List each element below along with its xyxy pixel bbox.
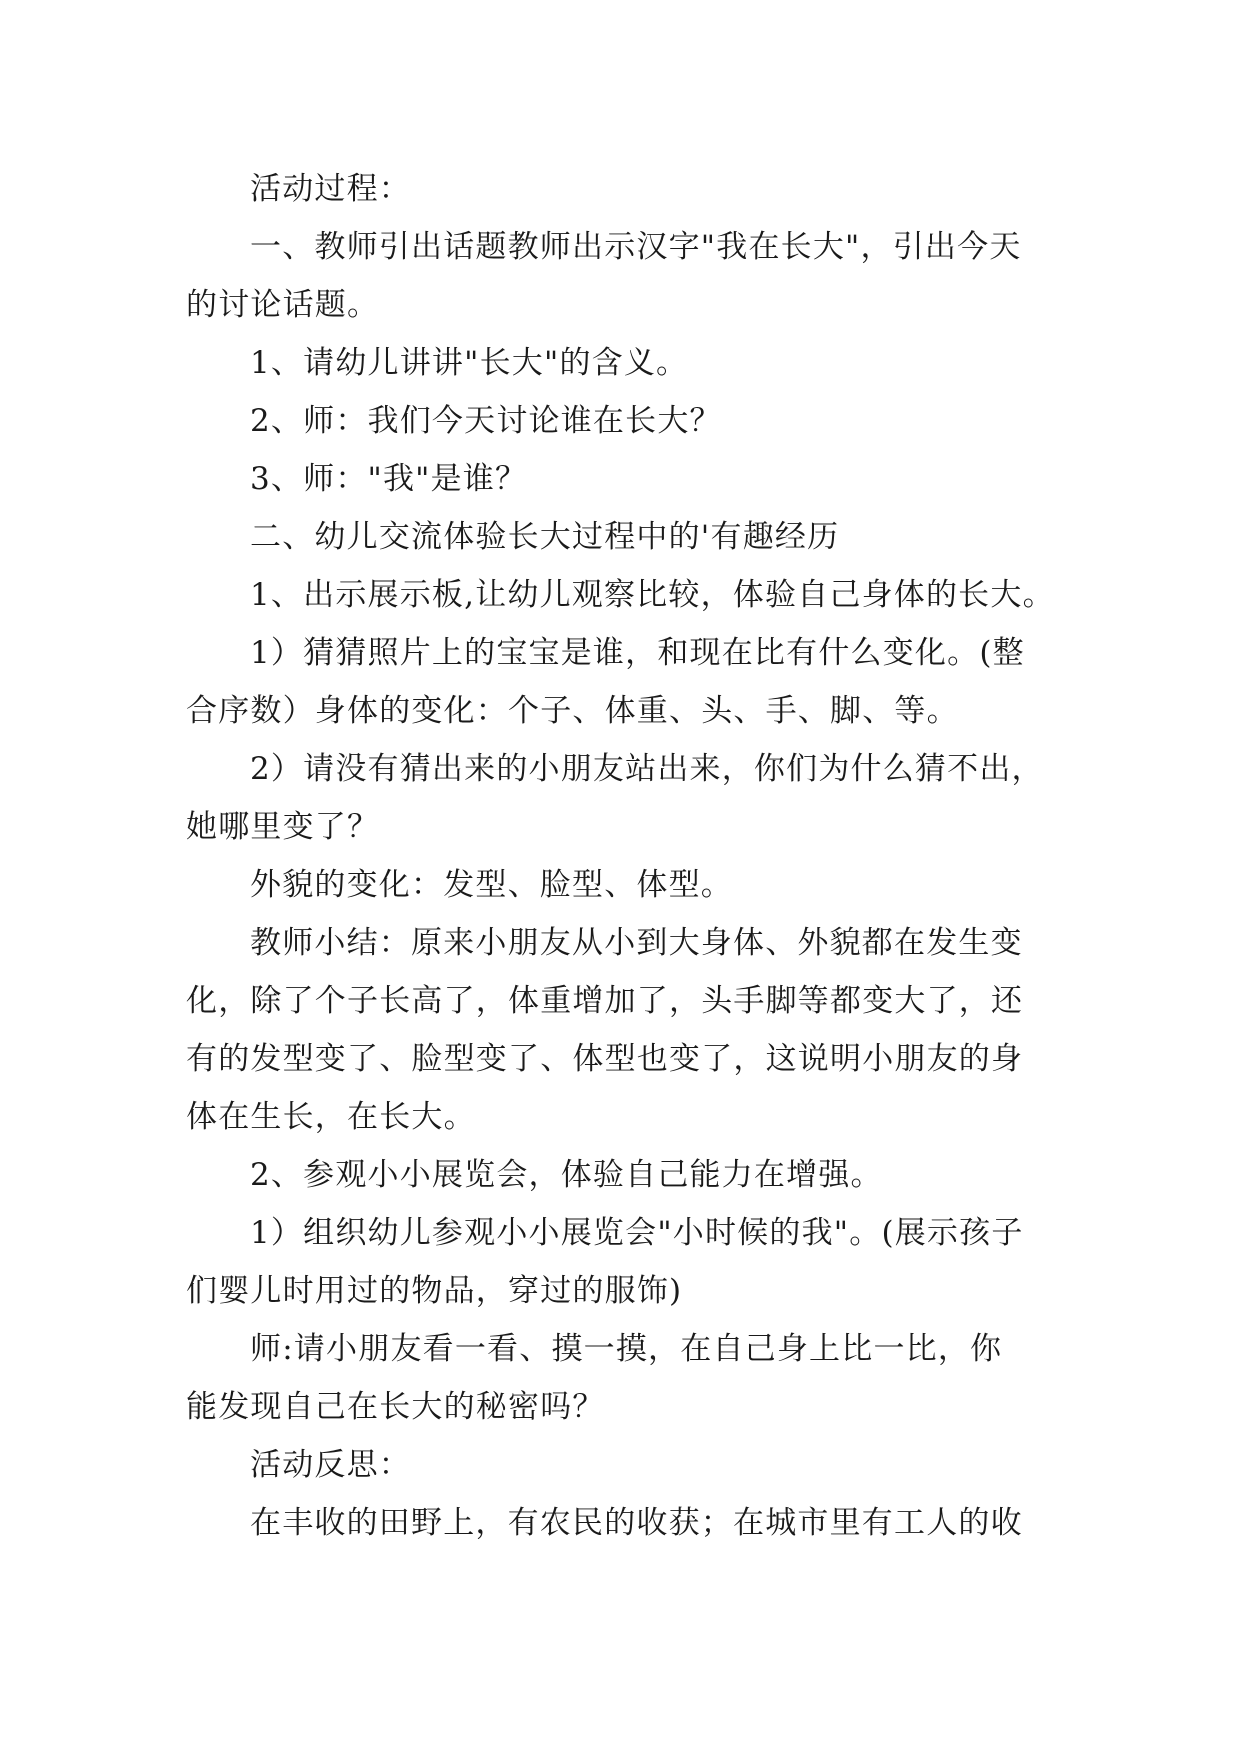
text-line: 1）组织幼儿参观小小展览会"小时候的我"。(展示孩子 <box>250 1215 1024 1251</box>
text-line: 2）请没有猜出来的小朋友站出来，你们为什么猜不出， <box>250 751 1044 787</box>
text-line: 2、参观小小展览会，体验自己能力在增强。 <box>250 1157 883 1193</box>
text-line: 3、师："我"是谁？ <box>250 461 528 497</box>
text-line: 活动过程： <box>250 171 411 207</box>
text-line: 有的发型变了、脸型变了、体型也变了，这说明小朋友的身 <box>186 1041 1024 1077</box>
text-line: 1、请幼儿讲讲"长大"的含义。 <box>250 345 689 381</box>
text-line: 合序数）身体的变化：个子、体重、头、手、脚、等。 <box>186 693 959 729</box>
text-line: 2、师：我们今天讨论谁在长大？ <box>250 403 722 439</box>
text-line: 能发现自己在长大的秘密吗？ <box>186 1389 605 1425</box>
text-line: 师:请小朋友看一看、摸一摸，在自己身上比一比，你 <box>250 1331 1003 1367</box>
text-line: 一、教师引出话题教师出示汉字"我在长大"，引出今天 <box>250 229 1022 265</box>
text-line: 体在生长，在长大。 <box>186 1099 476 1135</box>
text-line: 她哪里变了？ <box>186 809 380 845</box>
text-line: 化，除了个子长高了，体重增加了，头手脚等都变大了，还 <box>186 983 1024 1019</box>
text-line: 1）猜猜照片上的宝宝是谁，和现在比有什么变化。(整 <box>250 635 1025 671</box>
text-line: 们婴儿时用过的物品，穿过的服饰) <box>186 1273 683 1309</box>
text-line: 在丰收的田野上，有农民的收获；在城市里有工人的收 <box>250 1505 1023 1541</box>
text-line: 二、幼儿交流体验长大过程中的'有趣经历 <box>250 519 840 555</box>
text-line: 活动反思： <box>250 1447 411 1483</box>
text-line: 外貌的变化：发型、脸型、体型。 <box>250 867 733 903</box>
text-line: 教师小结：原来小朋友从小到大身体、外貌都在发生变 <box>250 925 1023 961</box>
text-line: 1、出示展示板,让幼儿观察比较，体验自己身体的长大。 <box>250 577 1055 613</box>
text-line: 的讨论话题。 <box>186 287 380 323</box>
document-body <box>186 160 1066 1552</box>
